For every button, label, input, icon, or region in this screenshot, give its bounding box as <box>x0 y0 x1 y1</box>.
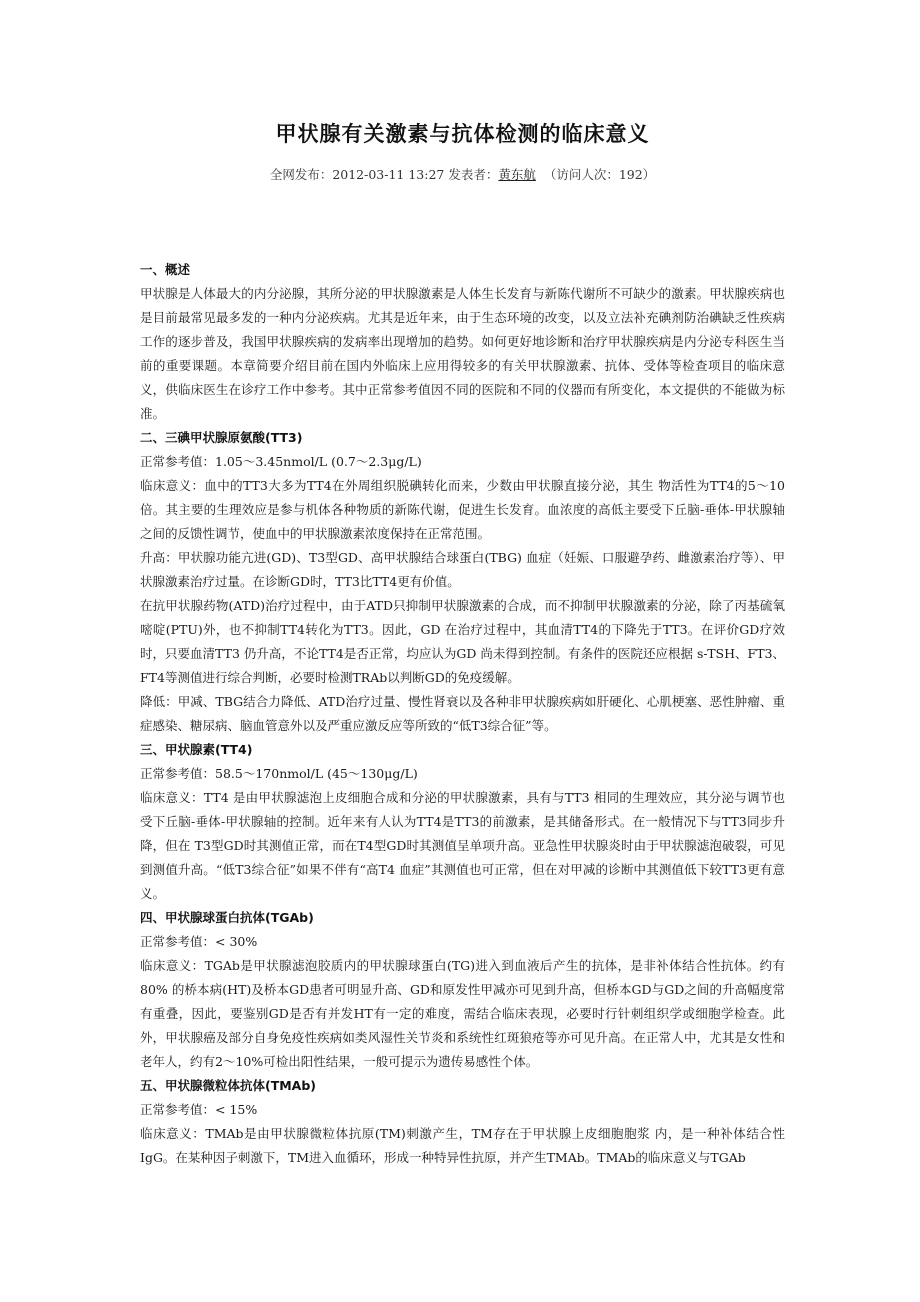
paragraph: 升高：甲状腺功能亢进(GD)、T3型GD、高甲状腺结合球蛋白(TBG) 血症（妊娠、口服避孕药、雌激素治疗等）、甲状腺激素治疗过量。在诊断GD时，TT3比TT4更有价值。 <box>140 550 785 589</box>
section-heading: 五、甲状腺微粒体抗体(TMAb) <box>140 1078 317 1093</box>
page-title: 甲状腺有关激素与抗体检测的临床意义 <box>275 122 650 146</box>
section-heading: 二、三碘甲状腺原氨酸(TT3) <box>140 430 303 445</box>
paragraph: 临床意义：TGAb是甲状腺滤泡胶质内的甲状腺球蛋白(TG)进入到血液后产生的抗体，是非补体结合性抗体。约有80% 的桥本病(HT)及桥本GD患者可明显升高、GD和原发性甲减亦可见到升高，但桥本GD与GD之间的升高幅度常有重叠，因此，要鉴别GD是否有并发HT有一定的难度，需结合临床表现，必要时行针刺组织学或细胞学检查。此外，甲状腺癌及部分自身免疫性疾病如类风湿性关节炎和系统性红斑狼疮等亦可见升高。在正常人中，尤其是女性和老年人，约有2～10%可检出阳性结果，一般可提示为遗传易感性个体。 <box>140 958 785 1069</box>
visit-count: （访问人次：192） <box>543 167 656 182</box>
publish-info: 全网发布：2012-03-11 13:27 发表者： <box>269 167 499 182</box>
article-meta <box>140 165 785 183</box>
reference-value: 正常参考值：< 15% <box>140 1102 258 1117</box>
section-heading: 一、概述 <box>140 262 191 277</box>
paragraph: 甲状腺是人体最大的内分泌腺，其所分泌的甲状腺激素是人体生长发育与新陈代谢所不可缺少的激素。甲状腺疾病也是目前最常见最多发的一种内分泌疾病。尤其是近年来，由于生态环境的改变，以及立法补充碘剂防治碘缺乏性疾病工作的逐步普及，我国甲状腺疾病的发病率出现增加的趋势。如何更好地诊断和治疗甲状腺疾病是内分泌专科医生当前的重要课题。本章简要介绍目前在国内外临床上应用得较多的有关甲状腺激素、抗体、受体等检查项目的临床意义，供临床医生在诊疗工作中参考。其中正常参考值因不同的医院和不同的仪器而有所变化，本文提供的不能做为标准。 <box>140 286 785 421</box>
paragraph: 降低：甲减、TBG结合力降低、ATD治疗过量、慢性肾衰以及各种非甲状腺疾病如肝硬化、心肌梗塞、恶性肿瘤、重症感染、糖尿病、脑血管意外以及严重应激反应等所致的“低T3综合征”等。 <box>140 694 785 733</box>
paragraph: 临床意义：TMAb是由甲状腺微粒体抗原(TM)刺激产生，TM存在于甲状腺上皮细胞胞浆 内，是一种补体结合性 IgG。在某种因子刺激下，TM进入血循环，形成一种特异性抗原，并产生TMAb。TMAb的临床意义与TGAb <box>140 1126 785 1165</box>
reference-value: 正常参考值：1.05～3.45nmol/L (0.7～2.3μg/L) <box>140 454 422 469</box>
paragraph: 在抗甲状腺药物(ATD)治疗过程中，由于ATD只抑制甲状腺激素的合成，而不抑制甲状腺激素的分泌，除了丙基硫氧嘧啶(PTU)外，也不抑制TT4转化为TT3。因此，GD 在治疗过程中，其血清TT4的下降先于TT3。在评价GD疗效时，只要血清TT3 仍升高，不论TT4是否正常，均应认为GD 尚未得到控制。有条件的医院还应根据 s-TSH、FT3、FT4等测值进行综合判断，必要时检测TRAb以判断GD的免疫缓解。 <box>140 598 785 685</box>
article-body <box>140 258 785 1170</box>
paragraph: 临床意义：血中的TT3大多为TT4在外周组织脱碘转化而来，少数由甲状腺直接分泌，其生 物活性为TT4的5～10倍。其主要的生理效应是参与机体各种物质的新陈代谢，促进生长发育。血浓度的高低主要受下丘脑-垂体-甲状腺轴之间的反馈性调节，使血中的甲状腺激素浓度保持在正常范围。 <box>140 478 785 541</box>
reference-value: 正常参考值：58.5～170nmol/L (45～130μg/L) <box>140 766 418 781</box>
author-link[interactable]: 黄东航 <box>498 167 536 182</box>
paragraph: 临床意义：TT4 是由甲状腺滤泡上皮细胞合成和分泌的甲状腺激素，具有与TT3 相同的生理效应，其分泌与调节也受下丘脑-垂体-甲状腺轴的控制。近年来有人认为TT4是TT3的前激素，是其储备形式。在一般情况下与TT3同步升降，但在 T3型GD时其测值正常，而在T4型GD时其测值呈单项升高。亚急性甲状腺炎时由于甲状腺滤泡破裂，可见到测值升高。“低T3综合征”如果不伴有“高T4 血症”其测值也可正常，但在对甲减的诊断中其测值低下较TT3更有意义。 <box>140 790 785 901</box>
reference-value: 正常参考值：< 30% <box>140 934 258 949</box>
section-heading: 四、甲状腺球蛋白抗体(TGAb) <box>140 910 314 925</box>
section-heading: 三、甲状腺素(TT4) <box>140 742 253 757</box>
